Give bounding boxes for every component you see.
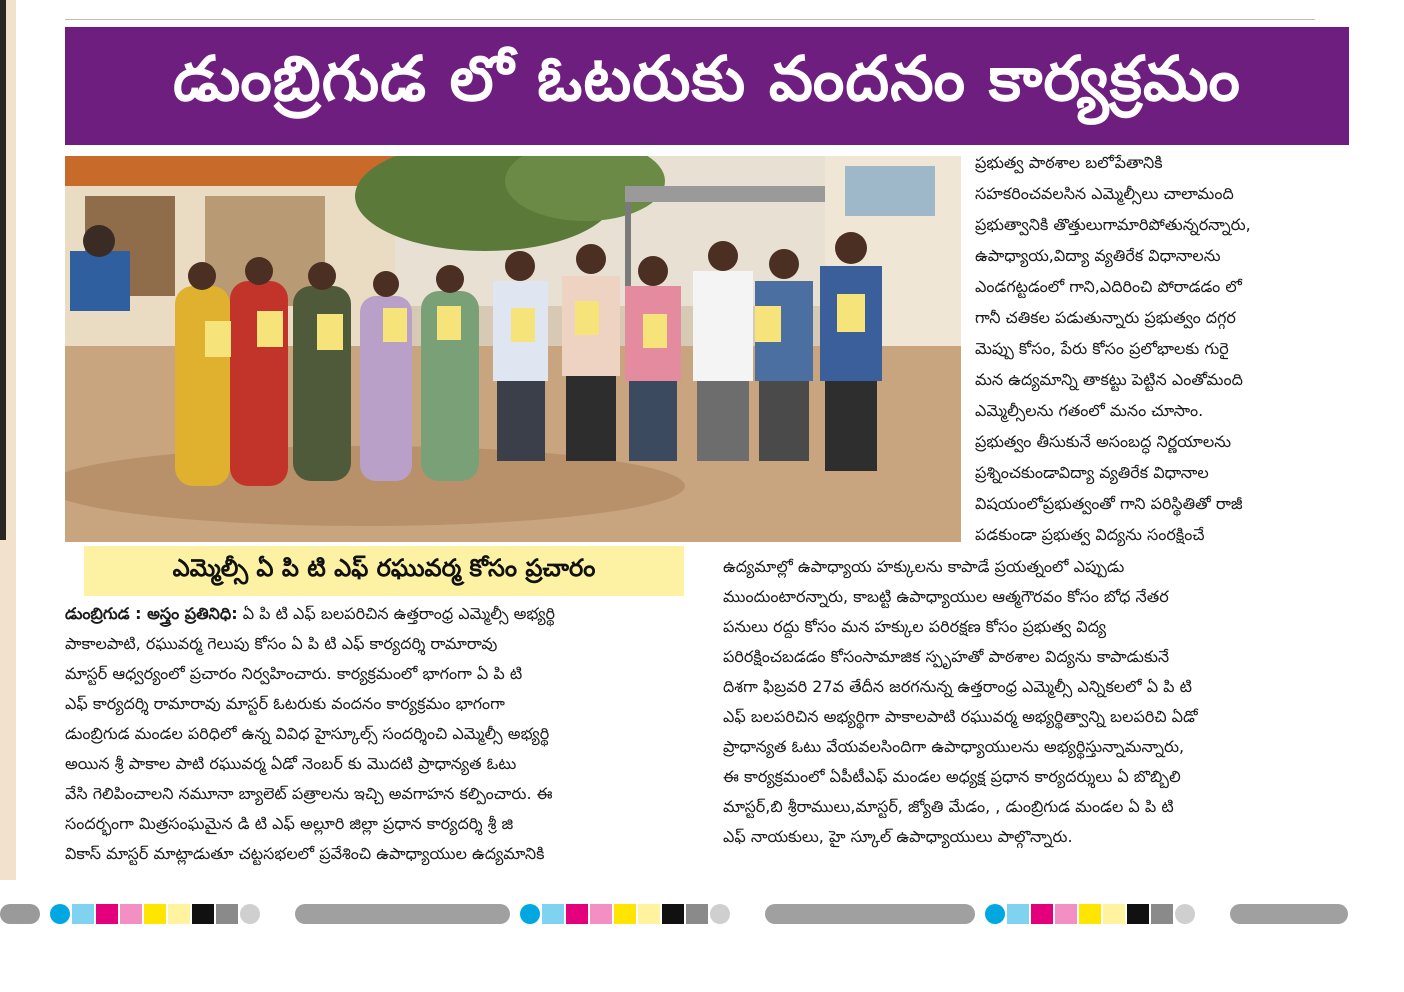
text-line: పడకుండా ప్రభుత్వ విద్యను సంరక్షించే <box>975 525 1205 544</box>
text-line: ఎఫ్ బలపరిచిన అభ్యర్థిగా పాకాలపాటి రఘువర్మ అభ్యర్థిత్వాన్ని బలపరిచి ఏడో <box>723 707 1198 726</box>
news-photo <box>65 156 961 542</box>
article-column-right-top <box>975 147 1350 550</box>
text-line: ఉపాధ్యాయ,విద్యా వ్యతిరేక విధానాలను <box>975 246 1221 265</box>
text-line: విషయంలోప్రభుత్వంతో గాని పరిస్థితితో రాజీ <box>975 494 1243 513</box>
text-line: వేసి గెలిపించాలని నమూనా బ్యాలెట్ పత్రాలను ఇచ్చి అవగాహన కల్పించారు. ఈ <box>65 784 553 803</box>
adjacent-page-photo-edge <box>0 0 6 540</box>
text-line: ఎఫ్ నాయకులు, హై స్కూల్ ఉపాధ్యాయులు పాల్గొన్నారు. <box>723 827 1073 846</box>
text-line: ముందుంటారన్నారు, కాబట్టి ఉపాధ్యాయుల ఆత్మగౌరవం కోసం బోధ నేతర <box>723 587 1169 606</box>
text-line: ప్రశ్నించకుండావిద్యా వ్యతిరేక విధానాల <box>975 463 1209 482</box>
text-line: డుంబ్రిగుడ మండల పరిధిలో ఉన్న వివిధ హైస్కూల్స్ సందర్శించి ఎమ్మెల్సీ అభ్యర్థి <box>65 724 550 743</box>
text-line: సహకరించవలసిన ఎమ్మెల్సీలు చాలామంది <box>975 184 1234 203</box>
text-line-rest: ఏ పి టి ఎఫ్ బలపరిచిన ఉత్తరాంధ్ర ఎమ్మెల్సీ అభ్యర్థి <box>237 604 556 623</box>
text-line: ప్రభుత్వం తీసుకునే అసంబద్ధ నిర్ణయాలను <box>975 432 1232 451</box>
group-photo-illustration <box>65 156 961 542</box>
text-line: మాస్టర్ ఆధ్వర్యంలో ప్రచారం నిర్వహించారు. కార్యక్రమంలో భాగంగా ఏ పి టి <box>65 664 523 683</box>
text-line: ఈ కార్యక్రమంలో ఏపీటీఎఫ్ మండల అధ్యక్ష ప్రధాన కార్యదర్శులు ఏ బొబ్బిలి <box>723 767 1181 786</box>
text-line: ప్రభుత్వానికి తొత్తులుగామారిపోతున్నరన్నారు, <box>975 215 1251 234</box>
headline: డుంబ్రిగుడ లో ఓటరుకు వందనం కార్యక్రమం <box>65 27 1349 145</box>
byline: డుంబ్రిగుడ : అస్త్రం ప్రతినిధి: <box>65 604 238 623</box>
text-line: గానీ చతికల పడుతున్నారు ప్రభుత్వం దగ్గర <box>975 308 1236 327</box>
text-line: ఎఫ్ కార్యదర్శి రామారావు మాస్టర్ ఓటరుకు వందనం కార్యక్రమం భాగంగా <box>65 694 505 713</box>
subheadline: ఎమ్మెల్సీ ఏ పి టి ఎఫ్ రఘువర్మ కోసం ప్రచారం <box>84 546 684 596</box>
print-registration-bar <box>0 900 1350 928</box>
top-rule <box>65 19 1315 20</box>
text-line: వికాస్ మాస్టర్ మాట్లాడుతూ చట్టసభలలో ప్రవేశించి ఉపాధ్యాయుల ఉద్యమానికి <box>65 844 545 863</box>
text-line: సందర్భంగా మిత్రసంఘమైన డి టి ఎఫ్ అల్లూరి జిల్లా ప్రధాన కార్యదర్శి శ్రీ జి <box>65 814 514 833</box>
text-line: ఎమ్మెల్సీలను గతంలో మనం చూసాం. <box>975 401 1204 420</box>
text-line: మన ఉద్యమాన్ని తాకట్టు పెట్టిన ఎంతోమంది <box>975 370 1243 389</box>
text-line: దిశగా ఫిబ్రవరి 27వ తేదీన జరగనున్న ఉత్తరాంధ్ర ఎమ్మెల్సీ ఎన్నికలలో ఏ పి టి <box>723 677 1192 696</box>
text-line: ఉద్యమాల్లో ఉపాధ్యాయ హక్కులను కాపాడే ప్రయత్నంలో ఎప్పుడు <box>723 557 1125 576</box>
text-line: ఎండగట్టడంలో గాని,ఎదిరించి పోరాడడం లో <box>975 277 1242 296</box>
text-line: మాస్టర్,బి శ్రీరాములు,మాస్టర్, జ్యోతి మేడం, , డుంబ్రిగుడ మండల ఏ పి టి <box>723 797 1174 816</box>
text-line: పరిరక్షించబడడం కోసంసామాజిక స్పృహతో పాఠశాల విద్యను కాపాడుకునే <box>723 647 1170 666</box>
text-line: ప్రభుత్వ పాఠశాల బలోపేతానికి <box>975 153 1163 172</box>
article-column-left <box>65 599 687 869</box>
text-line <box>65 599 687 629</box>
text-line: పనులు రద్దు కోసం మన హక్కుల పరిరక్షణ కోసం ప్రభుత్వ విద్య <box>723 617 1107 636</box>
text-line: అయిన శ్రీ పాకాల పాటి రఘువర్మ ఏడో నెంబర్ కు మొదటి ప్రాధాన్యత ఓటు <box>65 754 517 773</box>
text-line: మెప్పు కోసం, పేరు కోసం ప్రలోభాలకు గురై <box>975 339 1229 358</box>
text-line: ప్రాధాన్యత ఓటు వేయవలసిందిగా ఉపాధ్యాయులను అభ్యర్థిస్తున్నామన్నారు, <box>723 737 1185 756</box>
text-line: పాకాలపాటి, రఘువర్మ గెలుపు కోసం ఏ పి టి ఎఫ్ కార్యదర్శి రామారావు <box>65 634 498 653</box>
article-column-middle <box>723 552 1351 852</box>
